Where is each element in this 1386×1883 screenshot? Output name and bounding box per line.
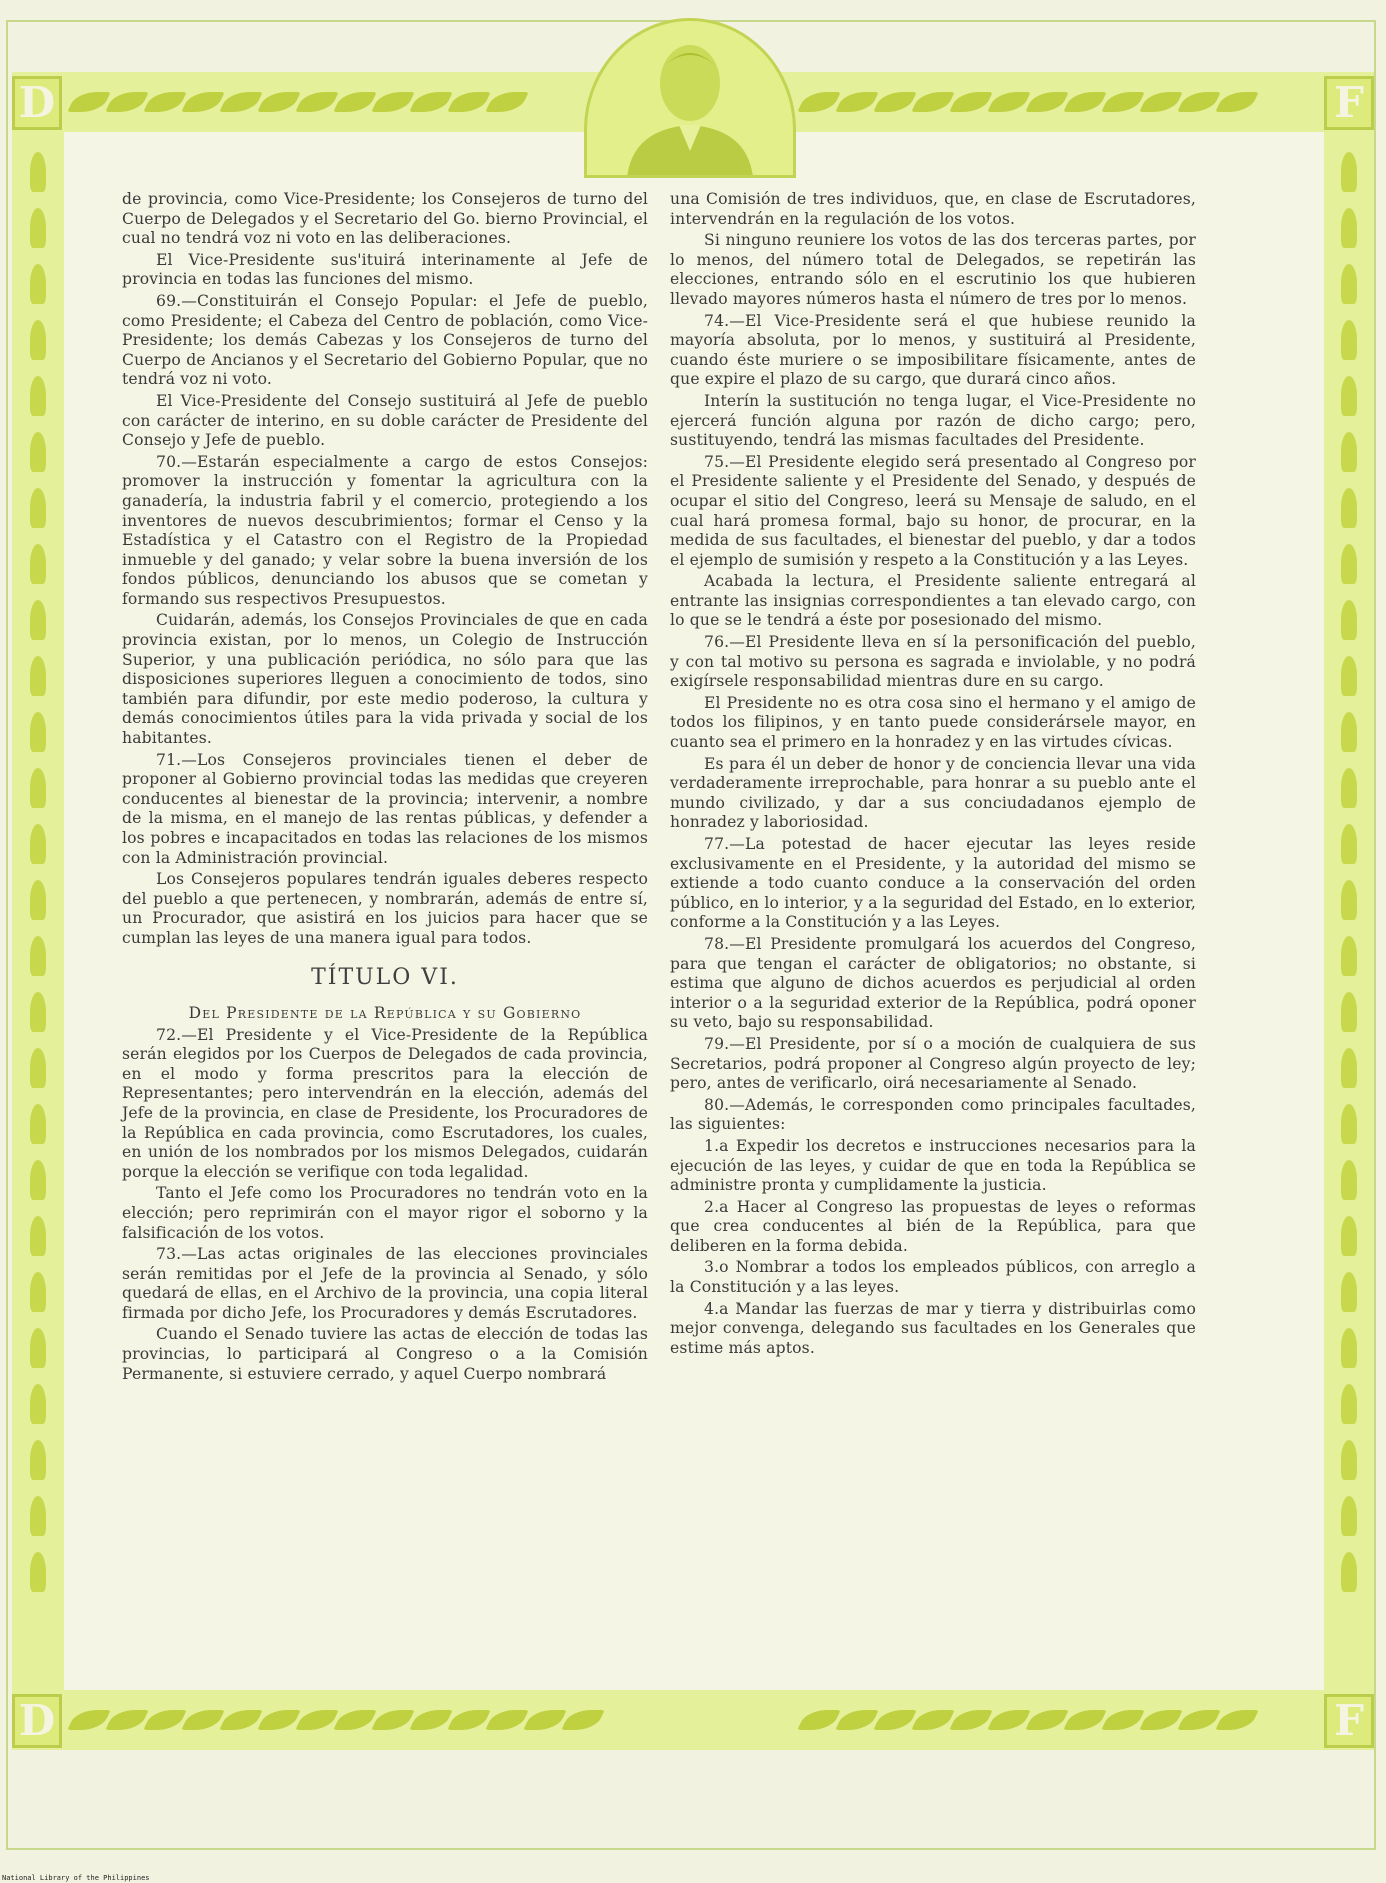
article-75: 75.—El Presidente elegido será presentado al Congreso por el Presidente saliente y el Presidente del Senado, y después de ocupar el sitio del Congreso, leerá su Mensaje de saludo, en el cual hará promesa formal, bajo su honor, de procurar, en la medida de sus facultades, el bienestar del pueblo, y dar a todos el ejemplo de sumisión y respeto a la Constitución y a las Leyes. (670, 452, 1196, 569)
section-title: TÍTULO VI. (311, 964, 459, 990)
article-80: 80.—Además, le corresponden como principales facultades, las siguientes: (670, 1095, 1196, 1134)
corner-letter-bottom-right: F (1324, 1694, 1374, 1748)
article-72: 72.—El Presidente y el Vice-Presidente de la República serán elegidos por los Cuerpos de Delegados de cada provincia, en el modo y forma prescritos para la elección de Representantes; pero intervendrán en la elección, además del Jefe de la provincia, en clase de Presidente, los Procuradores de la República en cada provincia, como Escrutadores, los cuales, en unión de los nombrados por los mismos Delegados, cuidarán porque la elección se verifique con toda legalidad. (122, 1025, 648, 1181)
corner-letter-bottom-left: D (12, 1694, 62, 1748)
right-column (670, 190, 1196, 1360)
corner-letter-top-right: F (1324, 76, 1374, 130)
article-69: 69.—Constituirán el Consejo Popular: el Jefe de pueblo, como Presidente; el Cabeza del Centro de población, como Vice-Presidente; los demás Cabezas y los Consejeros de turno del Cuerpo de Ancianos y el Secretario del Gobierno Popular, que no tendrá voz ni voto. (122, 291, 648, 389)
paragraph: Tanto el Jefe como los Procuradores no tendrán voto en la elección; pero reprimirán con el mayor rigor el soborno y la falsificación de los votos. (122, 1184, 648, 1242)
right-ornament-band (1324, 72, 1374, 1750)
list-item: 1.a Expedir los decretos e instrucciones necesarios para la ejecución de las leyes, y cuidar de que en toda la República se administre pronta y cumplidamente la justicia. (670, 1136, 1196, 1195)
paragraph: Cuando el Senado tuviere las actas de elección de todas las provincias, lo participará al Congreso o a la Comisión Permanente, si estuviere cerrado, y aquel Cuerpo nombrará (122, 1325, 648, 1383)
right-vine (1341, 152, 1357, 1592)
article-78: 78.—El Presidente promulgará los acuerdos del Congreso, para que tengan el carácter de obligatorios; no obstante, si estima que alguno de dichos acuerdos es perjudicial al orden interior o a la seguridad exterior de la República, podrá oponer su veto, bajo su responsabilidad. (670, 934, 1196, 1032)
bottom-left-leaf-garland (72, 1710, 600, 1730)
paragraph: Interín la sustitución no tenga lugar, el Vice-Presidente no ejercerá función alguna por razón de dicho cargo; pero, sustituyendo, tendrá las mismas facultades del Presidente. (670, 391, 1196, 450)
paragraph: Si ninguno reuniere los votos de las dos terceras partes, por lo menos, del número total de Delegados, se repetirán las elecciones, entrando sólo en el escrutinio los que hubieren llevado mayores números hasta el número de tres por lo menos. (670, 231, 1196, 308)
article-73: 73.—Las actas originales de las elecciones provinciales serán remitidas por el Jefe de la provincia al Senado, y sólo quedará de ellas, en el Archivo de la provincia, una copia literal firmada por dicho Jefe, los Procuradores y demás Escrutadores. (122, 1245, 648, 1322)
article-74: 74.—El Vice-Presidente será el que hubiese reunido la mayoría absoluta, por lo menos, y sustituirá al Presidente, cuando éste muriere o se imposibilitare físicamente, antes de que expire el plazo de su cargo, que durará cinco años. (670, 311, 1196, 389)
article-79: 79.—El Presidente, por sí o a moción de cualquiera de sus Secretarios, podrá proponer al Congreso algún proyecto de ley; pero, antes de verificarlo, oirá necesariamente al Senado. (670, 1034, 1196, 1093)
paragraph: Los Consejeros populares tendrán iguales deberes respecto del pueblo a que pertenecen, y nombrarán, además de entre sí, un Procurador, que asistirá en los juicios para hacer que se cumplan las leyes de una manera igual para todos. (122, 870, 648, 947)
left-vine (30, 152, 46, 1592)
corner-letter-top-left: D (12, 76, 62, 130)
article-71: 71.—Los Consejeros provinciales tienen el deber de proponer al Gobierno provincial todas las medidas que creyeren conducentes al bienestar de la provincia; intervenir, a nombre de la misma, en el manejo de las rentas públicas, y defender a los pobres e incapacitados en todas las relaciones de los mismos con la Administración provincial. (122, 750, 648, 867)
paragraph: una Comisión de tres individuos, que, en clase de Escrutadores, intervendrán en la regulación de los votos. (670, 190, 1196, 228)
paragraph: Acabada la lectura, el Presidente saliente entregará al entrante las insignias correspondientes a tan elevado cargo, con lo que se le tendrá a éste por posesionado del mismo. (670, 572, 1196, 630)
section-subtitle: Del Presidente de la República y su Gobierno (188, 1003, 582, 1022)
top-right-leaf-garland (802, 92, 1254, 112)
paragraph: El Vice-Presidente del Consejo sustituirá al Jefe de pueblo con carácter de interino, en su doble carácter de Presidente del Consejo y Jefe de pueblo. (122, 391, 648, 450)
paragraph: El Vice-Presidente sus'ituirá interinamente al Jefe de provincia en todas las funciones del mismo. (122, 250, 648, 289)
article-70: 70.—Estarán especialmente a cargo de estos Consejos: promover la instrucción y fomentar la agricultura con la ganadería, la industria fabril y el comercio, protegiendo a los inventores de nuevos descubrimientos; formar el Censo y la Estadística y el Catastro con el Registro de la Propiedad inmueble y del ganado; y velar sobre la buena inversión de los fondos públicos, denunciando los abusos que se cometan y formando sus respectivos Presupuestos. (122, 452, 648, 608)
text-columns (122, 190, 1230, 1630)
left-ornament-band (12, 72, 64, 1750)
paragraph: Cuidarán, además, los Consejos Provinciales de que en cada provincia existan, por lo menos, un Colegio de Instrucción Superior, y una publicación periódica, no sólo para que las disposiciones superiores lleguen a conocimiento de todos, sino también para difundir, por este medio poderoso, la cultura y demás conocimientos útiles para la vida privada y social de los habitantes. (122, 611, 648, 748)
list-item: 3.o Nombrar a todos los empleados públicos, con arreglo a la Constitución y a las leyes. (670, 1258, 1196, 1297)
list-item: 4.a Mandar las fuerzas de mar y tierra y distribuirlas como mejor convenga, delegando sus facultades en los Generales que estime más aptos. (670, 1299, 1196, 1357)
bottom-right-leaf-garland (802, 1710, 1254, 1730)
library-credit: National Library of the Philippines (2, 1874, 150, 1882)
list-item: 2.a Hacer al Congreso las propuestas de leyes o reformas que crea conducentes al bién de la República, para que deliberen en la forma debida. (670, 1197, 1196, 1255)
article-76: 76.—El Presidente lleva en sí la personificación del pueblo, y con tal motivo su persona es sagrada e inviolable, y no podrá exigírsele responsabilidad mientras dure en su cargo. (670, 633, 1196, 691)
paragraph: El Presidente no es otra cosa sino el hermano y el amigo de todos los filipinos, y en tanto puede considerársele mayor, en cuanto sea el primero en la honradez y en las virtudes cívicas. (670, 693, 1196, 752)
left-column (122, 190, 648, 1386)
paragraph: de provincia, como Vice-Presidente; los Consejeros de turno del Cuerpo de Delegados y el Secretario del Go. bierno Provincial, el cual no tendrá voz ni voto en las deliberaciones. (122, 190, 648, 248)
top-left-leaf-garland (72, 92, 524, 112)
bottom-ornament-band (12, 1690, 1374, 1750)
article-77: 77.—La potestad de hacer ejecutar las leyes reside exclusivamente en el Presidente, y la autoridad del mismo se extiende a todo cuanto conduce a la conservación del orden público, en lo interior, y a la seguridad del Estado, en lo exterior, conforme a la Constitución y a las Leyes. (670, 835, 1196, 932)
paragraph: Es para él un deber de honor y de conciencia llevar una vida verdaderamente irreprochable, para honrar a su pueblo ante el mundo civilizado, y dar a sus conciudadanos ejemplo de honradez y laboriosidad. (670, 754, 1196, 832)
